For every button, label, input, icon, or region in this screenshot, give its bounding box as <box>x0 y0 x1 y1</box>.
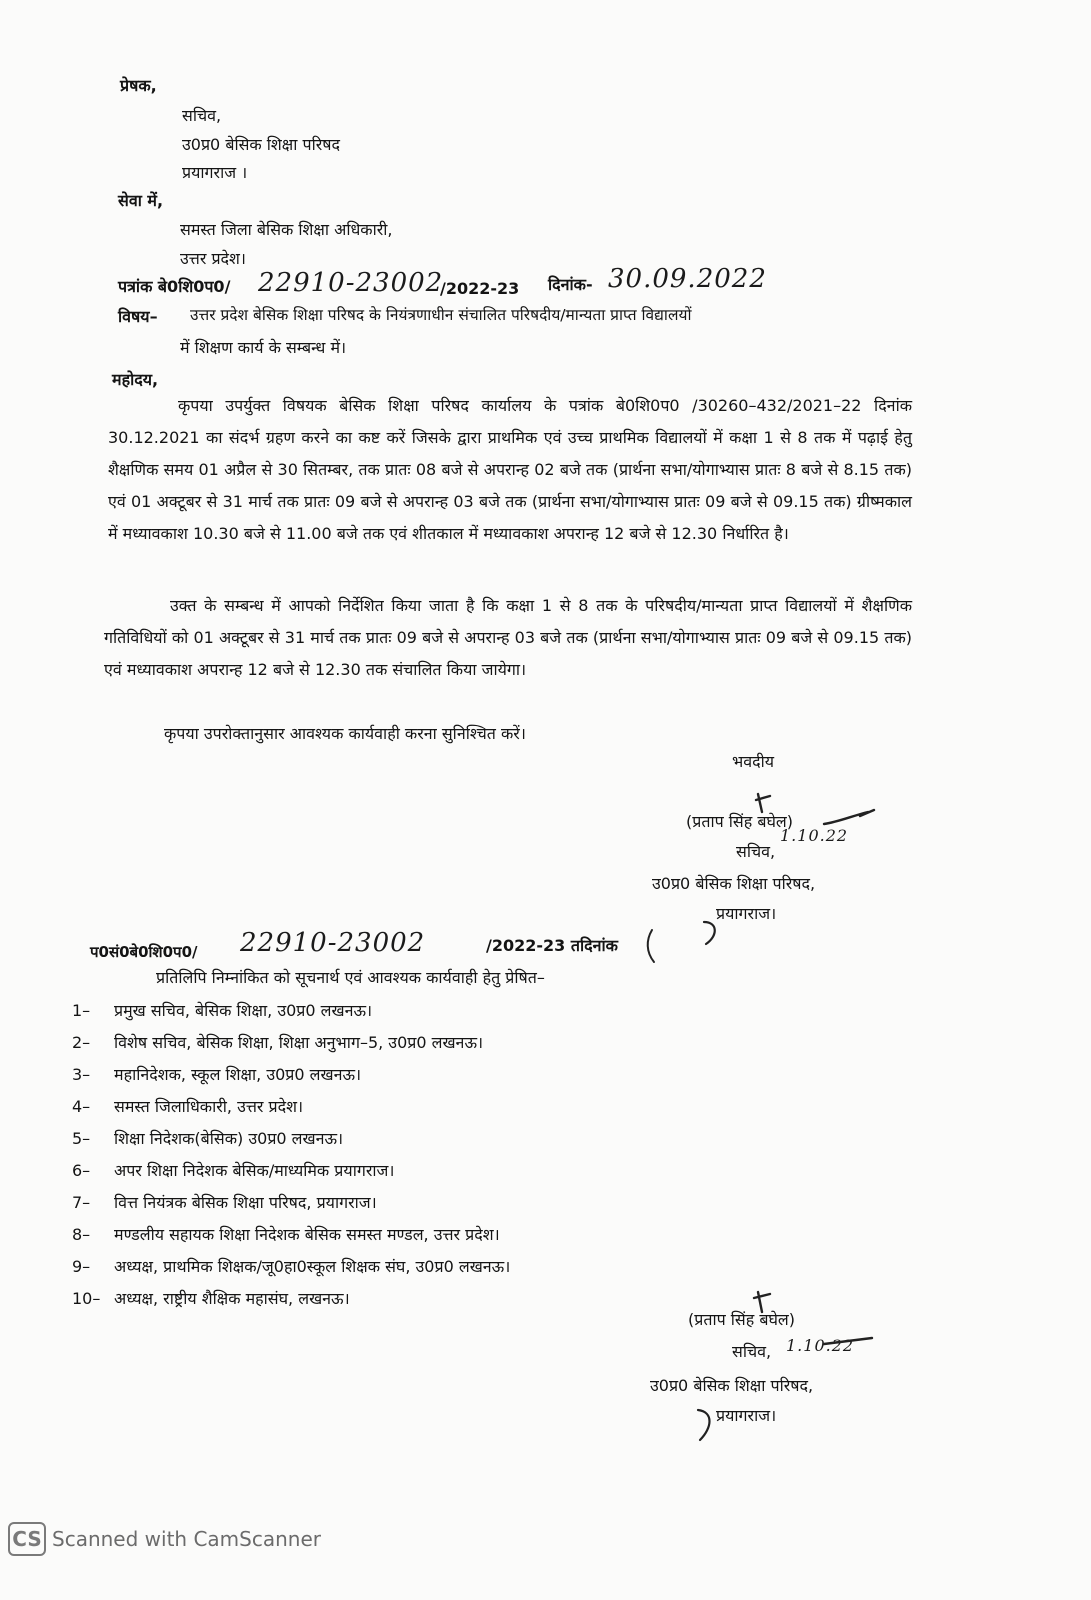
list-item: 2– विशेष सचिव, बेसिक शिक्षा, शिक्षा अनुभाग–5, उ0प्र0 लखनऊ। <box>72 1033 484 1052</box>
subject-line1: उत्तर प्रदेश बेसिक शिक्षा परिषद के नियंत्रणाधीन संचालित परिषदीय/मान्यता प्राप्त विद्यालयों <box>190 306 692 324</box>
subject-line2: में शिक्षण कार्य के सम्बन्ध में। <box>180 338 347 357</box>
salutation: महोदय, <box>112 370 159 389</box>
subject-label: विषय– <box>118 307 158 326</box>
signature1-name: (प्रताप सिंह बघेल) <box>686 812 794 831</box>
signature1-scribble <box>740 786 880 846</box>
closing: भवदीय <box>732 752 775 771</box>
sender-designation: सचिव, <box>182 106 222 125</box>
copy-ref-number-handwritten: 22910-23002 <box>240 928 426 958</box>
ref-prefix: पत्रांक बे0शि0प0/ <box>118 277 231 296</box>
ref-number-handwritten: 22910-23002 <box>258 268 444 298</box>
signature1-mark <box>696 916 726 950</box>
signature2-mark <box>690 1404 720 1446</box>
list-item: 5– शिक्षा निदेशक(बेसिक) उ0प्र0 लखनऊ। <box>72 1129 344 1148</box>
recipient-label: सेवा में, <box>118 191 164 210</box>
signature2-scribble <box>740 1282 880 1352</box>
signature1-city: प्रयागराज। <box>716 904 777 923</box>
list-item: 8– मण्डलीय सहायक शिक्षा निदेशक बेसिक समस्त मण्डल, उत्तर प्रदेश। <box>72 1225 500 1244</box>
copy-ref-prefix: प0सं0बे0शि0प0/ <box>90 943 198 961</box>
body-paragraph-3: कृपया उपरोक्तानुसार आवश्यक कार्यवाही करना सुनिश्चित करें। <box>164 724 526 743</box>
signature2-handwritten-date: 1.10.22 <box>786 1336 855 1355</box>
signature1-handwritten-date: 1.10.22 <box>780 826 849 845</box>
camscanner-logo: CS <box>8 1522 46 1556</box>
signature2-city: प्रयागराज। <box>716 1406 777 1425</box>
sender-city: प्रयागराज । <box>182 163 248 182</box>
camscanner-watermark <box>8 1522 321 1556</box>
sender-label: प्रेषक, <box>120 76 157 95</box>
signature2-designation: सचिव, <box>732 1342 772 1361</box>
signature1-office: उ0प्र0 बेसिक शिक्षा परिषद, <box>652 874 816 893</box>
copy-ref-year: /2022-23 तदिनांक <box>486 936 618 955</box>
body-paragraph-1: कृपया उपर्युक्त विषयक बेसिक शिक्षा परिषद कार्यालय के पत्रांक बे0शि0प0 /30260–432/2021–22 दिनांक 30.12.2021 का संदर्भ ग्रहण करने का कष्ट करें जिसके द्वारा प्राथमिक एवं उच्च प्राथमिक विद्यालयों में कक्षा 1 से 8 तक में पढ़ाई हेतु शैक्षणिक समय 01 अप्रैल से 30 सितम्बर, तक प्रातः 08 बजे से अपरान्ह 02 बजे तक (प्रार्थना सभा/योगाभ्यास प्रातः 8 बजे से 8.15 तक) एवं 01 अक्टूबर से 31 मार्च तक प्रातः 09 बजे से अपरान्ह 03 बजे तक (प्रार्थना सभा/योगाभ्यास प्रातः 09 बजे से 09.15 तक) ग्रीष्मकाल में मध्यावकाश 10.30 बजे से 11.00 बजे तक एवं शीतकाल में मध्यावकाश अपरान्ह 12 बजे से 12.30 निर्धारित है। <box>108 396 912 543</box>
ref-date-label: दिनांक- <box>548 275 593 294</box>
ref-year: /2022-23 <box>440 279 520 298</box>
recipient-name: समस्त जिला बेसिक शिक्षा अधिकारी, <box>180 220 393 239</box>
sender-office: उ0प्र0 बेसिक शिक्षा परिषद <box>182 135 341 154</box>
camscanner-text: Scanned with CamScanner <box>52 1527 321 1551</box>
copy-ref-bracket-mark <box>640 926 670 966</box>
list-item: 3– महानिदेशक, स्कूल शिक्षा, उ0प्र0 लखनऊ। <box>72 1065 362 1084</box>
signature2-name: (प्रताप सिंह बघेल) <box>688 1310 796 1329</box>
list-item: 7– वित्त नियंत्रक बेसिक शिक्षा परिषद, प्रयागराज। <box>72 1193 377 1212</box>
list-item: 6– अपर शिक्षा निदेशक बेसिक/माध्यमिक प्रयागराज। <box>72 1161 395 1180</box>
body-paragraph-2: उक्त के सम्बन्ध में आपको निर्देशित किया जाता है कि कक्षा 1 से 8 तक के परिषदीय/मान्यता प्राप्त विद्यालयों में शैक्षणिक गतिविधियों को 01 अक्टूबर से 31 मार्च तक प्रातः 09 बजे से अपरान्ह 03 बजे तक (प्रार्थना सभा/योगाभ्यास प्रातः 09 बजे से 09.15 तक) एवं मध्यावकाश अपरान्ह 12 बजे से 12.30 तक संचालित किया जायेगा। <box>104 596 912 679</box>
list-item: 10– अध्यक्ष, राष्ट्रीय शैक्षिक महासंघ, लखनऊ। <box>72 1289 350 1308</box>
copy-intro: प्रतिलिपि निम्नांकित को सूचनार्थ एवं आवश्यक कार्यवाही हेतु प्रेषित– <box>156 968 545 987</box>
signature1-designation: सचिव, <box>736 842 776 861</box>
signature2-office: उ0प्र0 बेसिक शिक्षा परिषद, <box>650 1376 814 1395</box>
recipient-state: उत्तर प्रदेश। <box>180 249 246 268</box>
ref-date-handwritten: 30.09.2022 <box>608 264 767 294</box>
list-item: 9– अध्यक्ष, प्राथमिक शिक्षक/जू0हा0स्कूल शिक्षक संघ, उ0प्र0 लखनऊ। <box>72 1257 511 1276</box>
list-item: 1– प्रमुख सचिव, बेसिक शिक्षा, उ0प्र0 लखनऊ। <box>72 1001 373 1020</box>
copy-recipient-list <box>72 995 510 1315</box>
list-item: 4– समस्त जिलाधिकारी, उत्तर प्रदेश। <box>72 1097 304 1116</box>
